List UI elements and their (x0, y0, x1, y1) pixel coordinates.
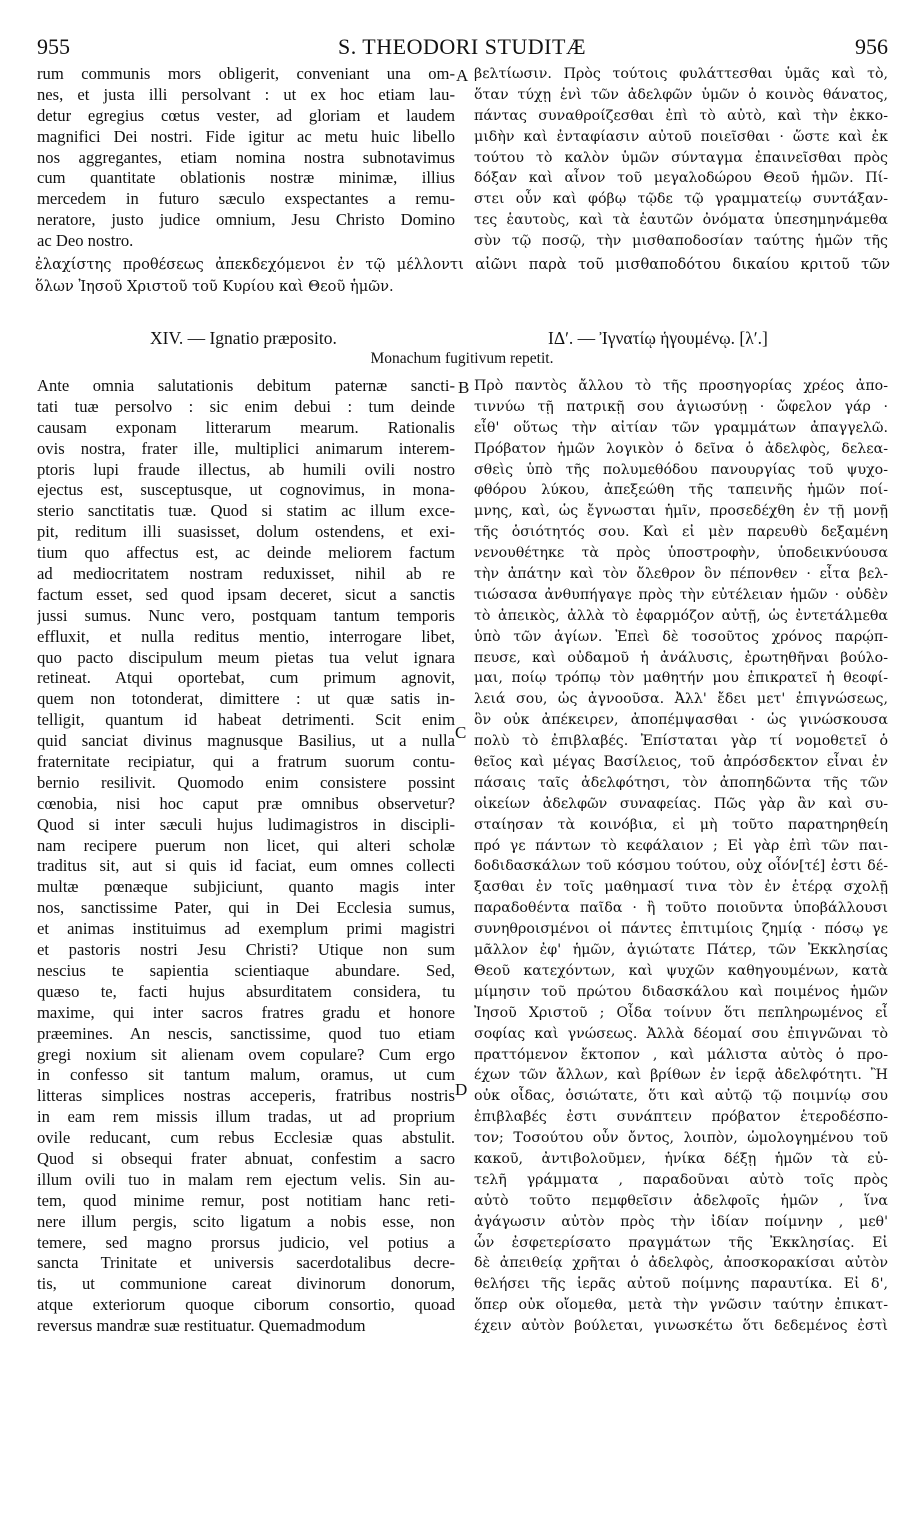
text-line: temere, sed magno prorsus judicio, vel potius a (37, 1232, 455, 1252)
text-line: tis, ut communione careat divinorum donorum, (37, 1274, 455, 1294)
text-line: retineat. Atqui oportebat, cum primum agnovit, (37, 668, 455, 688)
text-line: magnifici Dei nostri. Fide igitur ac metu huic libello (37, 126, 455, 146)
text-line: έχειν αὐτὸν βούλεται, γινωσκέτω ὅτι δεδεμένος ἐστὶ (474, 1318, 888, 1335)
text-line: præemines. An nescis, sanctissime, quod tuo etiam (37, 1023, 455, 1043)
text-line: in eam rem missis illum tradas, ut ad proprium (37, 1107, 455, 1127)
text-line: μᾶλλον ἐφ' ἡμῶν, ἁγιώτατε Πάτερ, τῶν Ἐκκλησίας (474, 942, 888, 959)
margin-marker-d: D (455, 1080, 468, 1099)
text-line: traditus sit, aut si quis id faciat, eum omnes collecti (37, 856, 455, 876)
text-line: τῆς ὁσιότητός σου. Καὶ εἰ μὲν παρευθὺ δεξαμένη (474, 524, 888, 541)
text-line: cœnobia, nisi hoc caput præ omnibus observetur? (37, 793, 455, 813)
text-line: gregi noxium sit alienam ovem copulare? Cum ergo (37, 1044, 455, 1064)
text-line: sancta Trinitate et universis sacerdotalibus decre- (37, 1253, 455, 1273)
text-line: nos, sanctissime Pater, qui in Dei Ecclesia sumus, (37, 898, 455, 918)
text-line: νενουθέτηκε τὰ πρὸς ὑποστροφὴν, ὑποδεικνύουσα (474, 545, 888, 562)
text-line: causam exponam litterarum mearum. Rationalis (37, 417, 455, 437)
text-line: nescius te sapientia scientiaque abundare. Sed, (37, 960, 455, 980)
text-line: tem, quod minime remur, post notitiam hanc reti- (37, 1190, 455, 1210)
text-line: τὴν ἀπάτην καὶ τὸν ὄλεθρον ὃν πέπονθεν · εἶτα βελ- (474, 566, 888, 583)
text-line: ὅπερ οὐκ οἴομεθα, μετὰ τὴν γνῶσιν ταύτην ἐπικατ- (474, 1297, 888, 1314)
text-line: ἐλαχίστης προθέσεως ἀπεκδεχόμενοι ἐν τῷ μέλλοντι αἰῶνι παρὰ τοῦ μισθαποδότου δικαίου κριτοῦ τῶν (35, 256, 890, 273)
text-line: quæso te, facti hujus absurditatem considera, tu (37, 981, 455, 1001)
text-line: ptoris lupi fraude illectus, ab humili ovili nostro (37, 459, 455, 479)
text-line: βελτίωσιν. Πρὸς τούτοις φυλάττεσθαι ὑμᾶς καὶ τὸ, (474, 66, 888, 82)
latin-top-column (37, 64, 455, 252)
left-page-number: 955 (37, 34, 70, 59)
text-line: cum quantitate oblationis nostræ minimæ, illius (37, 168, 455, 188)
text-line: Quod si obsequi frater abnuat, confestim a sacro (37, 1148, 455, 1168)
text-line: litteras simplices nostras acceperis, fratribus nostris (37, 1086, 455, 1106)
latin-letter-title: XIV. — Ignatio præposito. (150, 328, 337, 348)
text-line: παραδοθέντα παῖδα · ἢ τοῦτο ποιοῦντα ὑποβάλλουσι (474, 900, 888, 917)
text-line: quem non totonderat, dimittere : ut quæ satis in- (37, 689, 455, 709)
text-line: πάσαις ταῖς ἀδελφότησι, τὸν ἀποπηδῶντα τῆς τῶν (474, 774, 888, 791)
text-line: σταίησαν τὰ κοινόβια, εἰ μὴ τοῦτο παρατηρηθείη (474, 816, 888, 833)
text-line: τὸ ἀπεικὸς, ἀλλὰ τὸ ἐφαρμόζον αὐτῇ, ὡς ἐντετάλμεθα (474, 607, 888, 624)
text-line: ἀγάγωσιν αὐτὸν πρὸς τὴν ἰδίαν ποίμνην , μεθ' (474, 1213, 888, 1230)
text-line: τελῆ γράμματα , παραδοῦναι αὐτὸ τοῖς πρὸς (474, 1171, 888, 1188)
text-line: στει οὖν καὶ φόβῳ τῷδε τῷ γραμματείῳ συντάξαν- (474, 191, 888, 208)
text-line: bernio resilivit. Quomodo enim consistere possint (37, 772, 455, 792)
text-line: in confesso sit tantum malum, oramus, ut cum (37, 1065, 455, 1085)
text-line: τιννύω τῇ πατρικῇ σου ἁγιωσύνῃ · ὤφελον γάρ · (474, 398, 888, 415)
text-line: ὃν οὐκ ἀπέκειρεν, ἀποπέμψασθαι · ὡς γινώσκουσα (474, 712, 888, 729)
text-line: ξασθαι ἐν τοῖς μαθημασί τινα τὸν ἐν ἑτέρᾳ σχολῇ (474, 879, 888, 896)
text-line: μιδὴν καὶ ἐνταφίασιν αὐτοῦ ποιεῖσθαι · ὥστε καὶ ἐκ (474, 128, 888, 145)
margin-marker-b: B (458, 378, 470, 397)
text-line: telligit, quantum id habeat detrimenti. Scit enim (37, 710, 455, 730)
text-line: reversus mandræ suæ restituatur. Quemadmodum (37, 1316, 366, 1336)
text-line: effluxit, et nulla reditus mentio, interrogare libet, (37, 626, 455, 646)
text-line: αὐτὸ τοῦτο πεμφθεῖσιν ἀδελφοῖς ἡμῶν , ἵνα (474, 1192, 888, 1209)
text-line: τιώσασα ἀνθυπήγαγε πρὸς τὴν εὐτέλειαν ἡμῶν · οὐδὲν (474, 586, 888, 603)
text-line: πρό γε πάντων τὸ κεφάλαιον ; Εἰ γὰρ ἐπὶ τῶν παι- (474, 837, 888, 854)
text-line: ad mediocritatem nostram reduxisset, nihil ab re (37, 564, 455, 584)
text-line: ovis nostra, frater ille, multiplici animarum interem- (37, 438, 455, 458)
text-line: ac Deo nostro. (37, 231, 134, 251)
latin-body-column (37, 376, 455, 1337)
text-line: ovile reducant, cum rebus Ecclesiæ quas abstulit. (37, 1128, 455, 1148)
text-line: quid sanciat divinus magnusque Basilius, ut a nulla (37, 731, 455, 751)
margin-marker-a: A (456, 66, 469, 85)
text-line: nere illum pergis, scito ligatum a nobis esse, non (37, 1211, 455, 1231)
text-line: τες ἑαυτοὺς, καὶ τὰ ἑαυτῶν ὀνόματα ὑπεσημηνάμεθα (474, 212, 888, 229)
text-line: θελήσει τῆς ἱερᾶς αὐτοῦ ποίμνης παραυτίκα. Εἰ δ', (474, 1276, 888, 1293)
text-line: Ante omnia salutationis debitum paternæ sancti- (37, 376, 455, 395)
text-line: σθεὶς ὑπὸ τῆς πολυμεθόδου πανουργίας τοῦ ψυχο- (474, 461, 888, 478)
text-line: ἐπιβλαβές ἐστι συνάπτειν πρόβατον ἑτεροδέσπο- (474, 1109, 888, 1126)
text-line: θεῖος καὶ μέγας Βασίλειος, τοῦ ἀπρόσδεκτον εἶναι ἐν (474, 754, 888, 771)
text-line: multæ pœnæque subjiciunt, quanto magis inter (37, 877, 455, 897)
greek-letter-title: ΙΔʹ. — Ἰγνατίῳ ἡγουμένῳ. [λʹ.] (548, 328, 768, 348)
letter-summary: Monachum fugitivum repetit. (370, 350, 554, 367)
text-line: nes, et justa illi persolvant : ut ex hoc etiam lau- (37, 84, 455, 104)
text-line: mercedem in futuro sæculo exspectantes a remu- (37, 189, 455, 209)
text-line: maxime, qui inter sacros fratres gradu et honore (37, 1002, 455, 1022)
text-line: tati tuæ persolvo : sic enim debui : tum deinde (37, 396, 455, 416)
text-line: πευσε, καὶ οὐδαμοῦ ἡ ἀνάλυσις, ἐρωτηθῆναι βούλο- (474, 649, 888, 666)
text-line: συνηθροισμένοι οἱ πάντες ἐπιτιμίοις ζημίᾳ · πόσῳ γε (474, 921, 888, 938)
greek-full-width-lines (35, 254, 890, 297)
text-line: κακοῦ, ἀντιβολοῦμεν, ἡνίκα δέξῃ ἡμῶν τὰ εὐ- (474, 1150, 888, 1167)
running-title: S. THEODORI STUDITÆ (337, 34, 587, 59)
text-line: Πρὸ παντὸς ἄλλου τὸ τῆς προσηγορίας χρέος ἀπο- (474, 378, 888, 394)
text-line: Πρόβατον ἡμῶν λογικὸν ὁ δεῖνα ὁ ἀδελφὸς, δελεα- (474, 440, 888, 457)
text-line: nos aggregantes, etiam nomina nostra subnotavimus (37, 147, 455, 167)
text-line: μαι, ποίῳ τρόπῳ τὸν μαθητήν μου ἐπικρατεῖ ἡ θεοφί- (474, 670, 888, 687)
text-line: δὲ ἀπειθείᾳ χρῆται ὁ ἀδελφὸς, ἀποσκορακίσαι αὐτὸν (474, 1255, 888, 1272)
margin-marker-c: C (455, 723, 467, 742)
text-line: πάντας συναθροίζεσθαι ἐπὶ τὸ αὐτὸ, καὶ τὴν ἐκκο- (474, 107, 888, 124)
text-line: δοδιδασκάλων τοῦ κόσμου τούτου, οὐχ οἷόν[τέ] ἐστι δέ- (474, 858, 888, 875)
right-page-number: 956 (855, 34, 888, 59)
text-line: ὑπὸ τῶν ἁγίων. Ἐπεὶ δὲ τοσοῦτος χρόνος παρῴπ- (474, 628, 888, 645)
text-line: Ἰησοῦ Χριστοῦ ; Οἶδα τοίνυν ὅτι πεπληρωμένος εἶ (474, 1004, 888, 1021)
text-line: πολὺ τὸ ἐπιβλαβές. Ἐπίσταται γὰρ τί νομοθετεῖ ὁ (474, 733, 888, 750)
text-line: φθόρου λύκου, ἀπεξεώθη τῆς ταπεινῆς ἡμῶν ποί- (474, 482, 888, 499)
text-line: atque exteriorum quoque ciborum consortio, quoad (37, 1295, 455, 1315)
greek-top-column (474, 64, 888, 252)
text-line: πραττόμενον ἔκτοπον , καὶ μάλιστα αὐτὸς ὁ προ- (474, 1046, 888, 1063)
text-line: τούτου τὸ καλὸν ὑμῶν σύνταγμα ἐπαινεῖσθαι πρὸς (474, 149, 888, 166)
text-line: οἰκείων ἀδελφῶν συναφείας. Πῶς γὰρ ἂν καὶ συ- (474, 795, 888, 812)
greek-body-column (474, 376, 888, 1337)
text-line: δόξαν καὶ αἶνον τοῦ μεγαλοδώρου Θεοῦ ἡμῶν. Πί- (474, 170, 888, 187)
text-line: illum ovili tuo in malam rem ejectum velis. Sin au- (37, 1169, 455, 1189)
text-line: et pastoris nostri Jesu Christi? Utique non sum (37, 940, 455, 960)
text-line: tium quo affectus est, ac deinde meliorem factum (37, 543, 455, 563)
text-line: ejectus est, susceptusque, ut cognovimus, in mona- (37, 480, 455, 500)
text-line: quo pacto discipulum meum pietas tua velut ignara (37, 647, 455, 667)
text-line: et animas instituimus ad exemplum primi magistri (37, 919, 455, 939)
text-line: Θεοῦ κατεχόντων, καὶ ψυχῶν καθηγουμένων, κατὰ (474, 962, 888, 979)
text-line: λειά σου, ὡς ἀγνοοῦσα. Ἀλλ' ἔδει μετ' ἐπιγνώσεως, (474, 691, 888, 708)
text-line: ὧν ἐσφετερίσατο πραγμάτων τῆς Ἐκκλησίας. Εἰ (474, 1234, 888, 1251)
text-line: neratore, justo judice omnium, Jesu Christo Domino (37, 210, 455, 230)
text-line: έχων τῶν ἄλλων, καὶ βρίθων ἐν ἱερᾷ ἀδελφότητι. Ἢ (474, 1067, 888, 1084)
text-line: Quod si inter sæculi hujus ludimagistros in discipli- (37, 814, 455, 834)
text-line: σοφίας καὶ γνώσεως. Ἀλλὰ δέομαί σου ἐπιγνῶναι τὸ (474, 1025, 888, 1042)
text-line: pit, reditum illi suasisset, dolum ostendens, et exi- (37, 522, 455, 542)
text-line: fraternitate recipiatur, qui a fratrum suorum contu- (37, 752, 455, 772)
text-line: sterio sanctitatis tuæ. Quod si statim ac illum exce- (37, 501, 455, 521)
text-line: ὅλων Ἰησοῦ Χριστοῦ τοῦ Κυρίου καὶ Θεοῦ ἡμῶν. (35, 277, 394, 295)
text-line: οὐκ οἶδας, ὁσιώτατε, ὅτι καὶ αὐτῷ τῷ ποιμνίῳ σου (474, 1088, 888, 1105)
text-line: τον; Τοσούτου οὖν ὄντος, λοιπὸν, ὡμολογημένου τοῦ (474, 1130, 888, 1147)
text-line: σὺν τῷ ποσῷ, τὴν μισθαποδοσίαν ταύτης ἡμῶν τῆς (474, 233, 888, 250)
text-line: nam recipere puerum non licet, qui alteri scholæ (37, 835, 455, 855)
text-line: factum esset, sed quod ipsam deceret, sicut a sanctis (37, 584, 455, 604)
text-line: μνης, καὶ, ὡς ἔγνωσται ἡμῖν, προσεδέχθη ἐν τῇ μονῇ (474, 503, 888, 520)
text-line: ὅταν τύχῃ ἑνὶ τῶν ἀδελφῶν ὑμῶν ὁ κοινὸς θάνατος, (474, 86, 888, 103)
text-line: detur egregius cœtus vester, ad gloriam et laudem (37, 105, 455, 125)
text-line: μίμησιν τοῦ πρώτου διδασκάλου καὶ ποιμένος ἡμῶν (474, 983, 888, 1000)
text-line: jussi sumus. Nunc vero, postquam tantum temporis (37, 605, 455, 625)
text-line: rum communis mors obligerit, conveniant una om- (37, 64, 455, 83)
text-line: εἶθ' οὕτως τὴν αἰτίαν τῶν γραμμάτων ἀπαγγελῶ. (474, 419, 888, 436)
